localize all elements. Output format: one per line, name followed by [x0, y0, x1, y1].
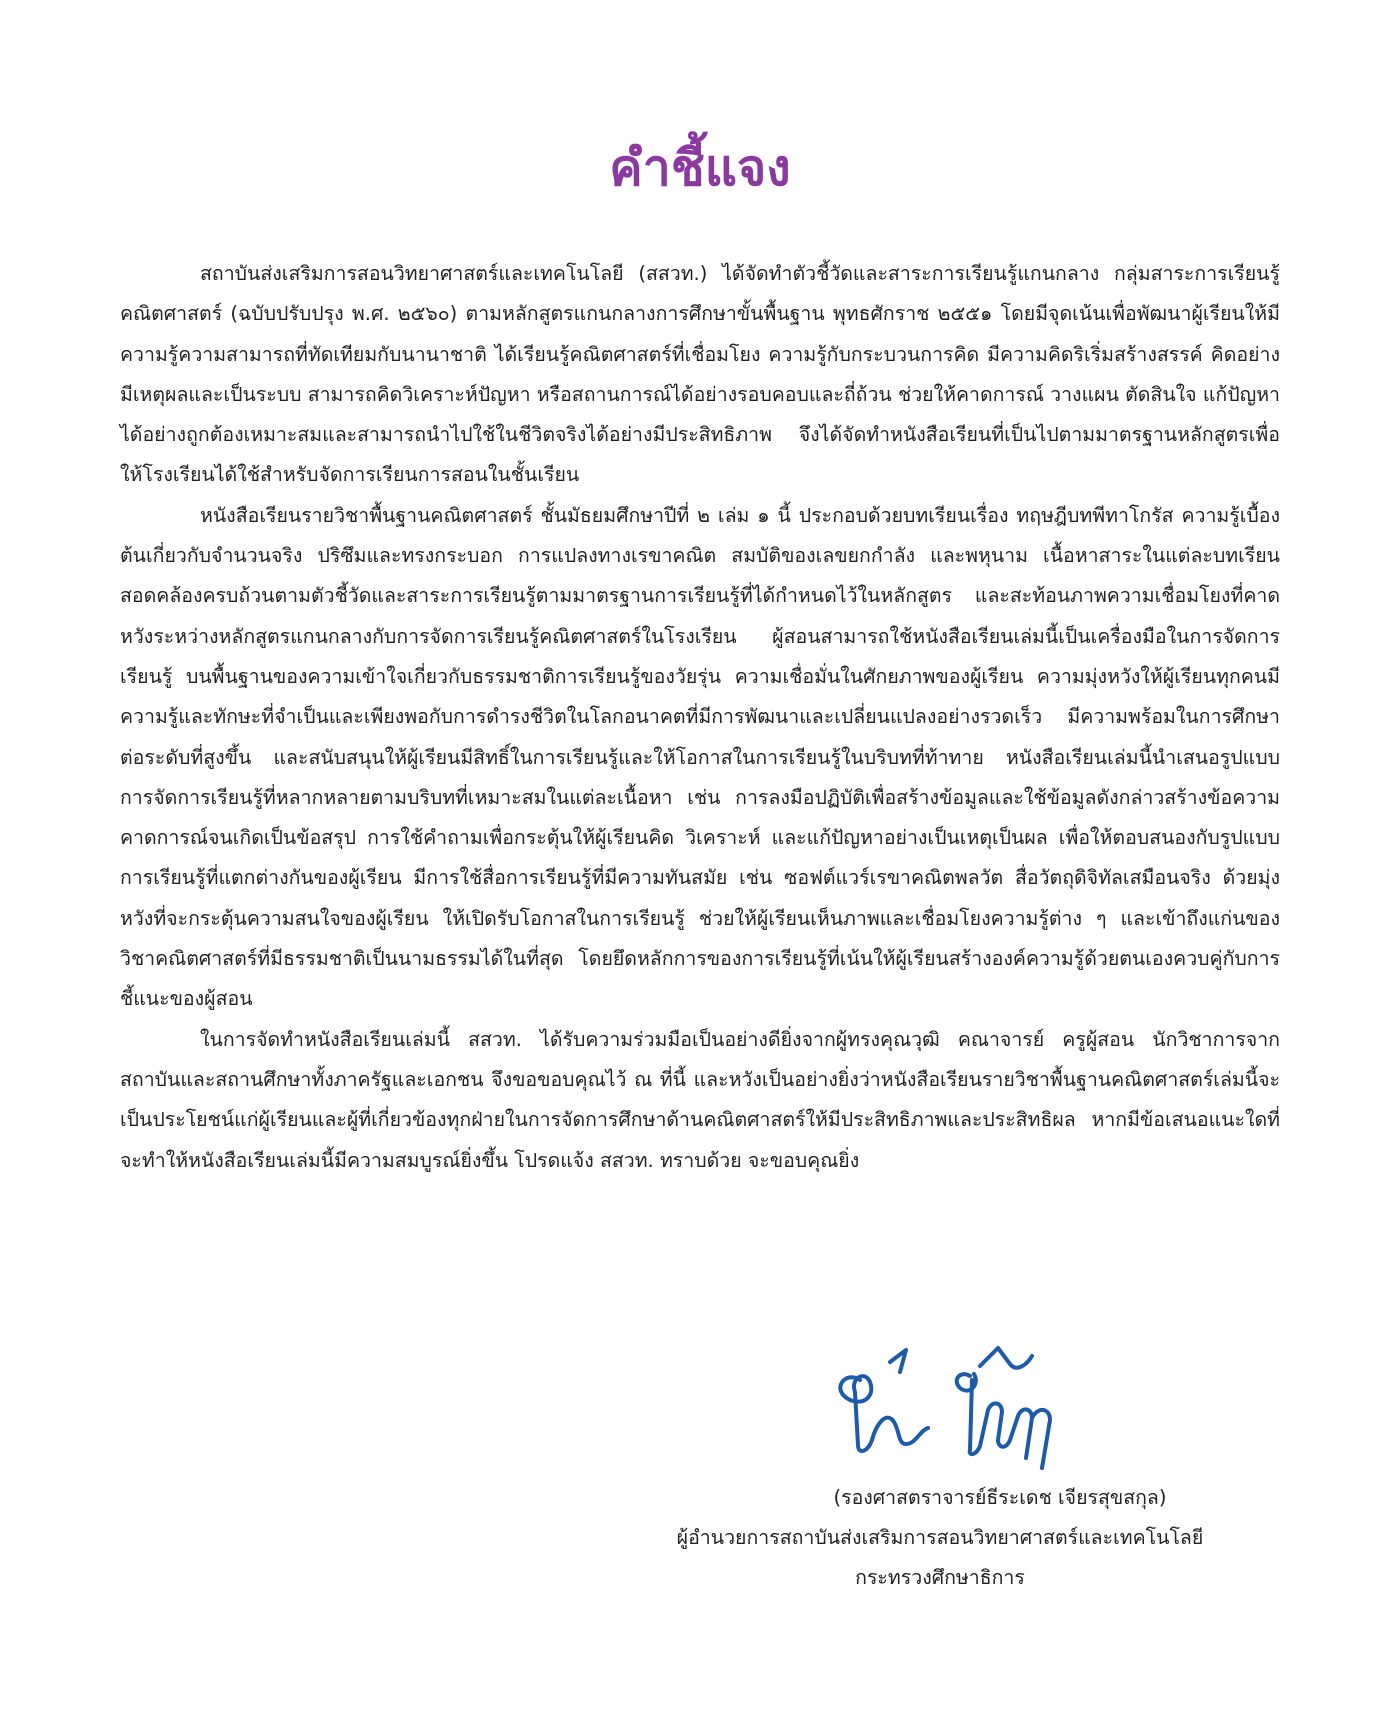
- signature-stroke: [890, 1350, 906, 1372]
- paragraph-3: ในการจัดทำหนังสือเรียนเล่มนี้ สสวท. ได้รับความร่วมมือเป็นอย่างดียิ่งจากผู้ทรงคุณวุฒิ คณาจารย์ ครูผู้สอน นักวิชาการจากสถาบันและสถานศึกษาทั้งภาครัฐและเอกชน จึงขอขอบคุณไว้ ณ ที่นี้ และหวังเป็นอย่างยิ่งว่าหนังสือเรียนรายวิชาพื้นฐานคณิตศาสตร์เล่มนี้จะเป็นประโยชน์แก่ผู้เรียนและผู้ที่เกี่ยวข้องทุกฝ่ายในการจัดการศึกษาด้านคณิตศาสตร์ให้มีประสิทธิภาพและประสิทธิผล หากมีข้อเสนอแนะใดที่จะทำให้หนังสือเรียนเล่มนี้มีความสมบูรณ์ยิ่งขึ้น โปรดแจ้ง สสวท. ทราบด้วย จะขอบคุณยิ่ง: [120, 1027, 1280, 1172]
- handwritten-signature: [820, 1340, 1090, 1470]
- signature-stroke: [957, 1374, 1050, 1468]
- signature-stroke: [840, 1376, 928, 1451]
- signatory-organization: กระทรวงศึกษาธิการ: [855, 1566, 1025, 1589]
- signature-stroke: [980, 1348, 1032, 1368]
- signature-block: [590, 1478, 1290, 1598]
- preface-body: [120, 254, 1280, 1181]
- signatory-position: ผู้อำนวยการสถาบันส่งเสริมการสอนวิทยาศาสตร์และเทคโนโลยี: [676, 1526, 1204, 1549]
- paragraph-2: หนังสือเรียนรายวิชาพื้นฐานคณิตศาสตร์ ชั้นมัธยมศึกษาปีที่ ๒ เล่ม ๑ นี้ ประกอบด้วยบทเรียนเรื่อง ทฤษฎีบทพีทาโกรัส ความรู้เบื้องต้นเกี่ยวกับจำนวนจริง ปริซึมและทรงกระบอก การแปลงทางเรขาคณิต สมบัติของเลขยกกำลัง และพหุนาม เนื้อหาสาระในแต่ละบทเรียนสอดคล้องครบถ้วนตามตัวชี้วัดและสาระการเรียนรู้ตามมาตรฐานการเรียนรู้ที่ได้กำหนดไว้ในหลักสูตร และสะท้อนภาพความเชื่อมโยงที่คาดหวังระหว่างหลักสูตรแกนกลางกับการจัดการเรียนรู้คณิตศาสตร์ในโรงเรียน ผู้สอนสามารถใช้หนังสือเรียนเล่มนี้เป็นเครื่องมือในการจัดการเรียนรู้ บนพื้นฐานของความเข้าใจเกี่ยวกับธรรมชาติการเรียนรู้ของวัยรุ่น ความเชื่อมั่นในศักยภาพของผู้เรียน ความมุ่งหวังให้ผู้เรียนทุกคนมีความรู้และทักษะที่จำเป็นและเพียงพอกับการดำรงชีวิตในโลกอนาคตที่มีการพัฒนาและเปลี่ยนแปลงอย่างรวดเร็ว มีความพร้อมในการศึกษาต่อระดับที่สูงขึ้น และสนับสนุนให้ผู้เรียนมีสิทธิ์ในการเรียนรู้และให้โอกาสในการเรียนรู้ในบริบทที่ท้าทาย หนังสือเรียนเล่มนี้นำเสนอรูปแบบการจัดการเรียนรู้ที่หลากหลายตามบริบทที่เหมาะสมในแต่ละเนื้อหา เช่น การลงมือปฏิบัติเพื่อสร้างข้อมูลและใช้ข้อมูลดังกล่าวสร้างข้อความคาดการณ์จนเกิดเป็นข้อสรุป การใช้คำถามเพื่อกระตุ้นให้ผู้เรียนคิด วิเคราะห์ และแก้ปัญหาอย่างเป็นเหตุเป็นผล เพื่อให้ตอบสนองกับรูปแบบการเรียนรู้ที่แตกต่างกันของผู้เรียน มีการใช้สื่อการเรียนรู้ที่มีความทันสมัย เช่น ซอฟต์แวร์เรขาคณิตพลวัต สื่อวัตถุดิจิทัลเสมือนจริง ด้วยมุ่งหวังที่จะกระตุ้นความสนใจของผู้เรียน ให้เปิดรับโอกาสในการเรียนรู้ ช่วยให้ผู้เรียนเห็นภาพและเชื่อมโยงความรู้ต่าง ๆ และเข้าถึงแก่นของวิชาคณิตศาสตร์ที่มีธรรมชาติเป็นนามธรรมได้ในที่สุด โดยยึดหลักการของการเรียนรู้ที่เน้นให้ผู้เรียนสร้างองค์ความรู้ด้วยตนเองควบคู่กับการชี้แนะของผู้สอน: [120, 503, 1280, 1011]
- paragraph-1: สถาบันส่งเสริมการสอนวิทยาศาสตร์และเทคโนโลยี (สสวท.) ได้จัดทำตัวชี้วัดและสาระการเรียนรู้แกนกลาง กลุ่มสาระการเรียนรู้คณิตศาสตร์ (ฉบับปรับปรุง พ.ศ. ๒๕๖๐) ตามหลักสูตรแกนกลางการศึกษาขั้นพื้นฐาน พุทธศักราช ๒๕๕๑ โดยมีจุดเน้นเพื่อพัฒนาผู้เรียนให้มีความรู้ความสามารถที่ทัดเทียมกับนานาชาติ ได้เรียนรู้คณิตศาสตร์ที่เชื่อมโยง ความรู้กับกระบวนการคิด มีความคิดริเริ่มสร้างสรรค์ คิดอย่างมีเหตุผลและเป็นระบบ สามารถคิดวิเคราะห์ปัญหา หรือสถานการณ์ได้อย่างรอบคอบและถี่ถ้วน ช่วยให้คาดการณ์ วางแผน ตัดสินใจ แก้ปัญหา ได้อย่างถูกต้องเหมาะสมและสามารถนำไปใช้ในชีวิตจริงได้อย่างมีประสิทธิภาพ จึงได้จัดทำหนังสือเรียนที่เป็นไปตามมาตรฐานหลักสูตรเพื่อให้โรงเรียนได้ใช้สำหรับจัดการเรียนการสอนในชั้นเรียน: [120, 262, 1280, 487]
- page-title: คำชี้แจง: [609, 139, 791, 197]
- signatory-name: (รองศาสตราจารย์ธีระเดช เจียรสุขสกุล): [833, 1486, 1167, 1509]
